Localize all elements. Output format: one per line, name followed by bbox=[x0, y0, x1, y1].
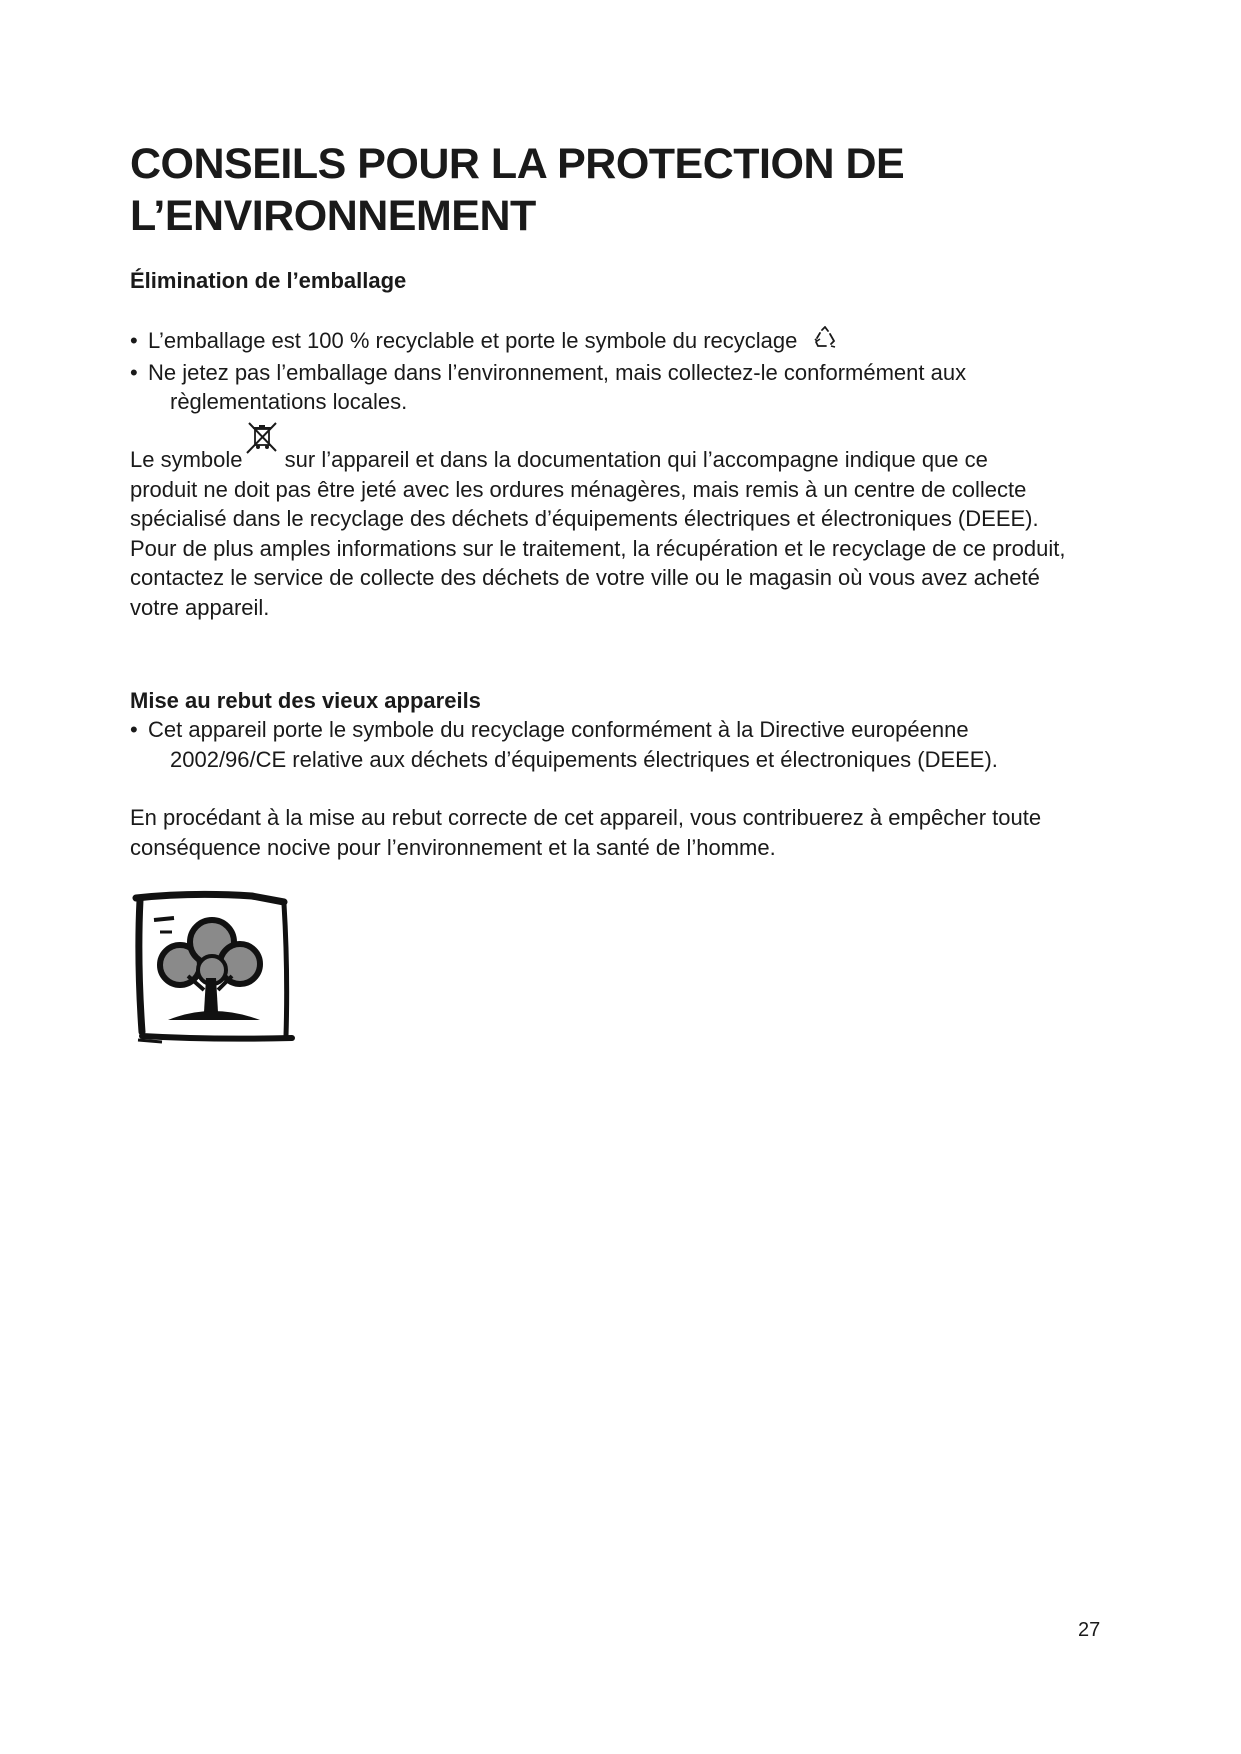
disposal-paragraph-line2: conséquence nocive pour l’environnement et la santé de l’homme. bbox=[130, 834, 776, 860]
weee-paragraph-line1: sur l’appareil et dans la documentation qui l’accompagne indique que ce bbox=[284, 447, 988, 472]
recycling-symbol-icon bbox=[812, 326, 838, 358]
disposal-bullet-list bbox=[130, 715, 1130, 774]
page-title bbox=[130, 138, 1130, 242]
weee-paragraph-line3: spécialisé dans le recyclage des déchets d’équipements électriques et électroniques (DEEE). bbox=[130, 506, 1039, 531]
bullet-text-dispose-line2: règlementations locales. bbox=[170, 389, 408, 415]
bullet-text-directive-line2: 2002/96/CE relative aux déchets d’équipements électriques et électroniques (DEEE). bbox=[170, 746, 998, 772]
list-item: • Ne jetez pas l’emballage dans l’environnement, mais collectez-le conformément aux règlementations locales. bbox=[130, 358, 1130, 417]
tree-environment-icon bbox=[132, 890, 296, 1051]
section-heading-packaging: Élimination de l’emballage bbox=[130, 268, 407, 293]
weee-paragraph-line6: votre appareil. bbox=[130, 594, 270, 620]
weee-paragraph-line2: produit ne doit pas être jeté avec les ordures ménagères, mais remis à un centre de collecte bbox=[130, 476, 1027, 502]
weee-paragraph bbox=[130, 445, 1140, 622]
weee-paragraph-line4: Pour de plus amples informations sur le traitement, la récupération et le recyclage de ce produit, bbox=[130, 535, 1066, 561]
bullet-text-recyclable: L’emballage est 100 % recyclable et porte le symbole du recyclage bbox=[148, 328, 798, 353]
section-heading-disposal: Mise au rebut des vieux appareils bbox=[130, 688, 481, 713]
disposal-paragraph-line1: En procédant à la mise au rebut correcte de cet appareil, vous contribuerez à empêcher toute bbox=[130, 805, 1042, 830]
page-title-line1: CONSEILS POUR LA PROTECTION DE bbox=[130, 140, 905, 188]
page-title-line2: L’ENVIRONNEMENT bbox=[130, 192, 536, 240]
bullet-text-dispose-line1: Ne jetez pas l’emballage dans l’environnement, mais collectez-le conformément aux bbox=[148, 359, 967, 385]
bullet-text-directive-line1: Cet appareil porte le symbole du recyclage conformément à la Directive européenne bbox=[148, 717, 969, 742]
crossed-out-wheelie-bin-icon bbox=[249, 445, 285, 467]
packaging-bullet-list bbox=[130, 326, 1130, 417]
disposal-paragraph bbox=[130, 803, 1140, 862]
list-item: • L’emballage est 100 % recyclable et porte le symbole du recyclage bbox=[130, 326, 1130, 358]
list-item: • Cet appareil porte le symbole du recyclage conformément à la Directive européenne 2002/96/CE relative aux déchets d’équipements électriques et électroniques (DEEE). bbox=[130, 715, 1130, 774]
page-number: 27 bbox=[1078, 1619, 1101, 1641]
weee-paragraph-line5: contactez le service de collecte des déchets de votre ville ou le magasin où vous avez acheté bbox=[130, 565, 1040, 590]
weee-paragraph-lead: Le symbole bbox=[130, 447, 243, 472]
